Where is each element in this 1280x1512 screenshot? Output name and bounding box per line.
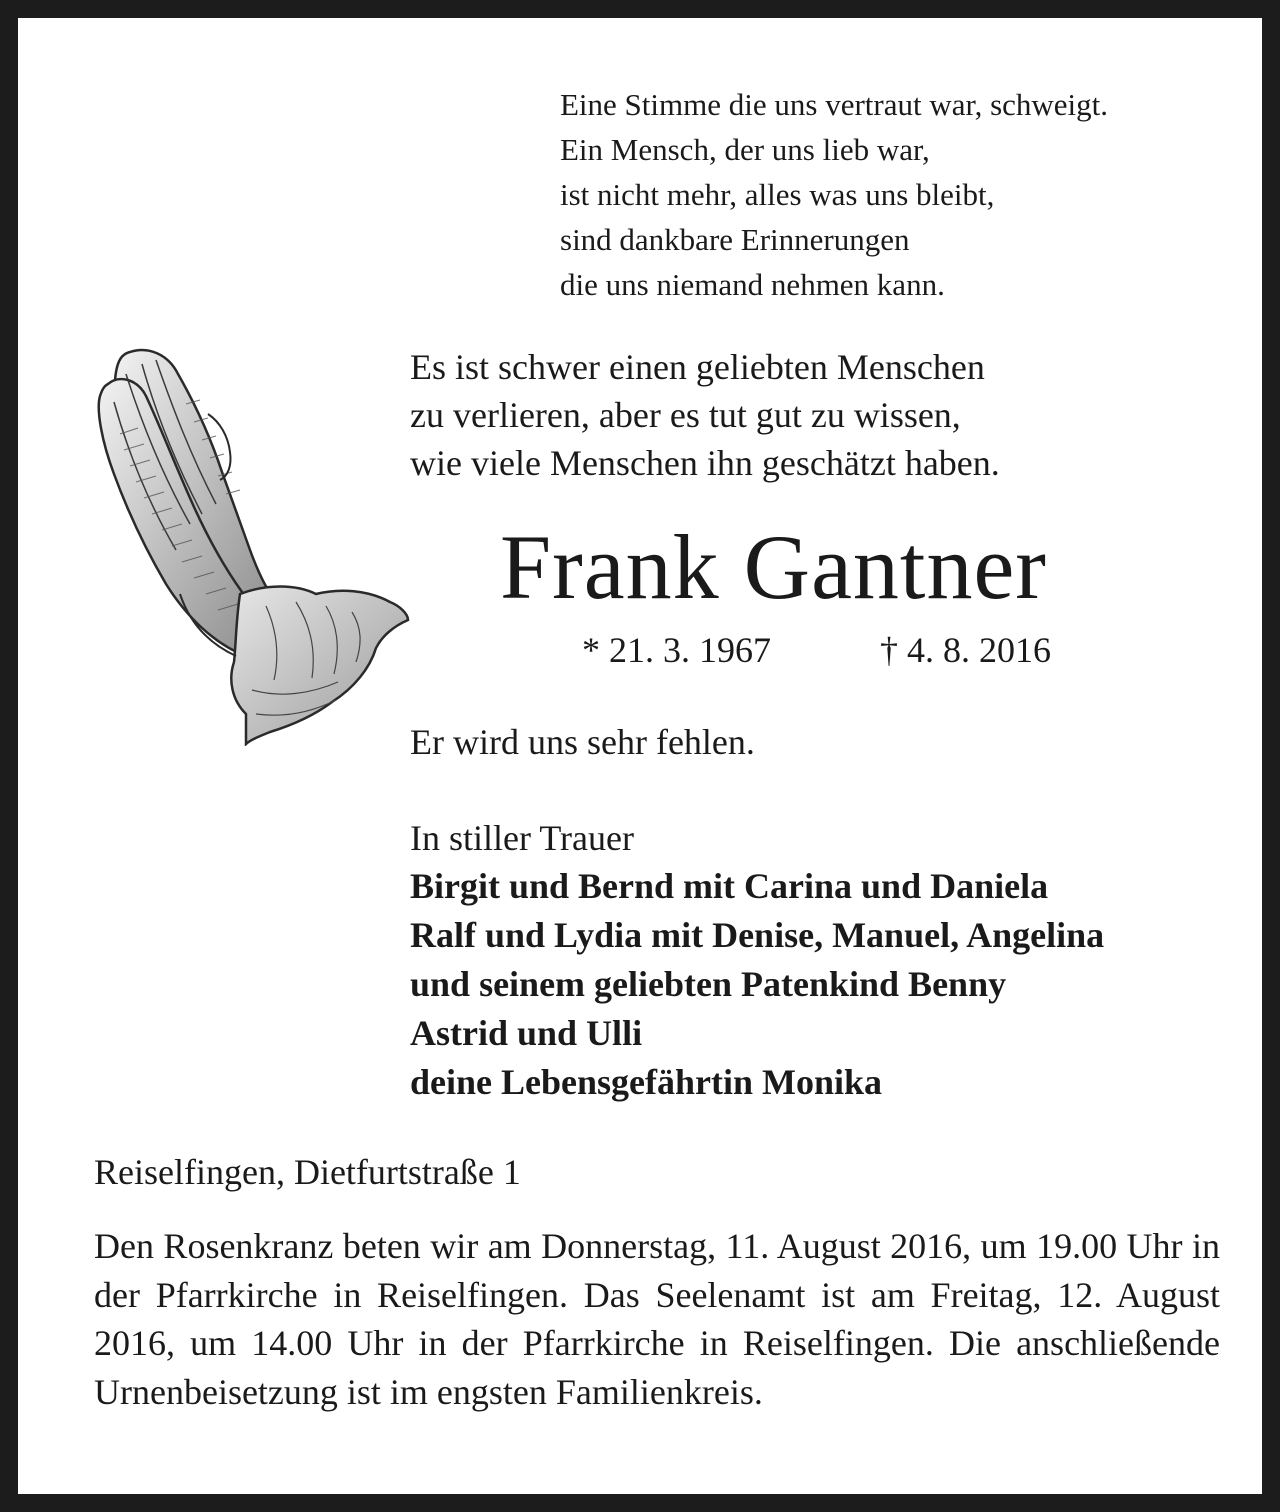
service-notice: Den Rosenkranz beten wir am Donnerstag, 11. August 2016, um 19.00 Uhr in der Pfarrkirche in Reiselfingen. Das Seelenamt ist am Freitag, 12. August 2016, um 14.00 Uhr in der Pfarrkirche in Reiselfingen. Die anschließende Urnenbeisetzung ist im engsten Familienkreis.: [94, 1226, 1220, 1412]
mourner-line: und seinem geliebten Patenkind Benny: [410, 964, 1007, 1004]
birth-date: * 21. 3. 1967: [582, 630, 771, 670]
mourners-list: [410, 862, 1104, 1107]
verse-line: Ein Mensch, der uns lieb war,: [560, 132, 930, 167]
mourner-line: Birgit und Bernd mit Carina und Daniela: [410, 866, 1049, 906]
memorial-verse: [560, 82, 1108, 307]
death-date: † 4. 8. 2016: [880, 630, 1051, 670]
mourner-line: Astrid und Ulli: [410, 1013, 643, 1053]
verse-line: ist nicht mehr, alles was uns bleibt,: [560, 177, 995, 212]
verse-line: die uns niemand nehmen kann.: [560, 267, 945, 302]
saying-line: wie viele Menschen ihn geschätzt haben.: [410, 443, 1000, 483]
condolence-saying: [410, 343, 1000, 487]
verse-line: sind dankbare Erinnerungen: [560, 222, 910, 257]
verse-line: Eine Stimme die uns vertraut war, schweigt.: [560, 87, 1109, 122]
address: Reiselfingen, Dietfurtstraße 1: [94, 1152, 521, 1192]
mourning-intro: In stiller Trauer: [410, 818, 634, 858]
mourner-line: deine Lebensgefährtin Monika: [410, 1062, 883, 1102]
saying-line: zu verlieren, aber es tut gut zu wissen,: [410, 395, 961, 435]
mourner-line: Ralf und Lydia mit Denise, Manuel, Angelina: [410, 915, 1105, 955]
saying-line: Es ist schwer einen geliebten Menschen: [410, 347, 985, 387]
miss-line: Er wird uns sehr fehlen.: [410, 722, 755, 762]
praying-hands-icon: [90, 344, 410, 746]
deceased-name: Frank Gantner: [500, 516, 1047, 618]
